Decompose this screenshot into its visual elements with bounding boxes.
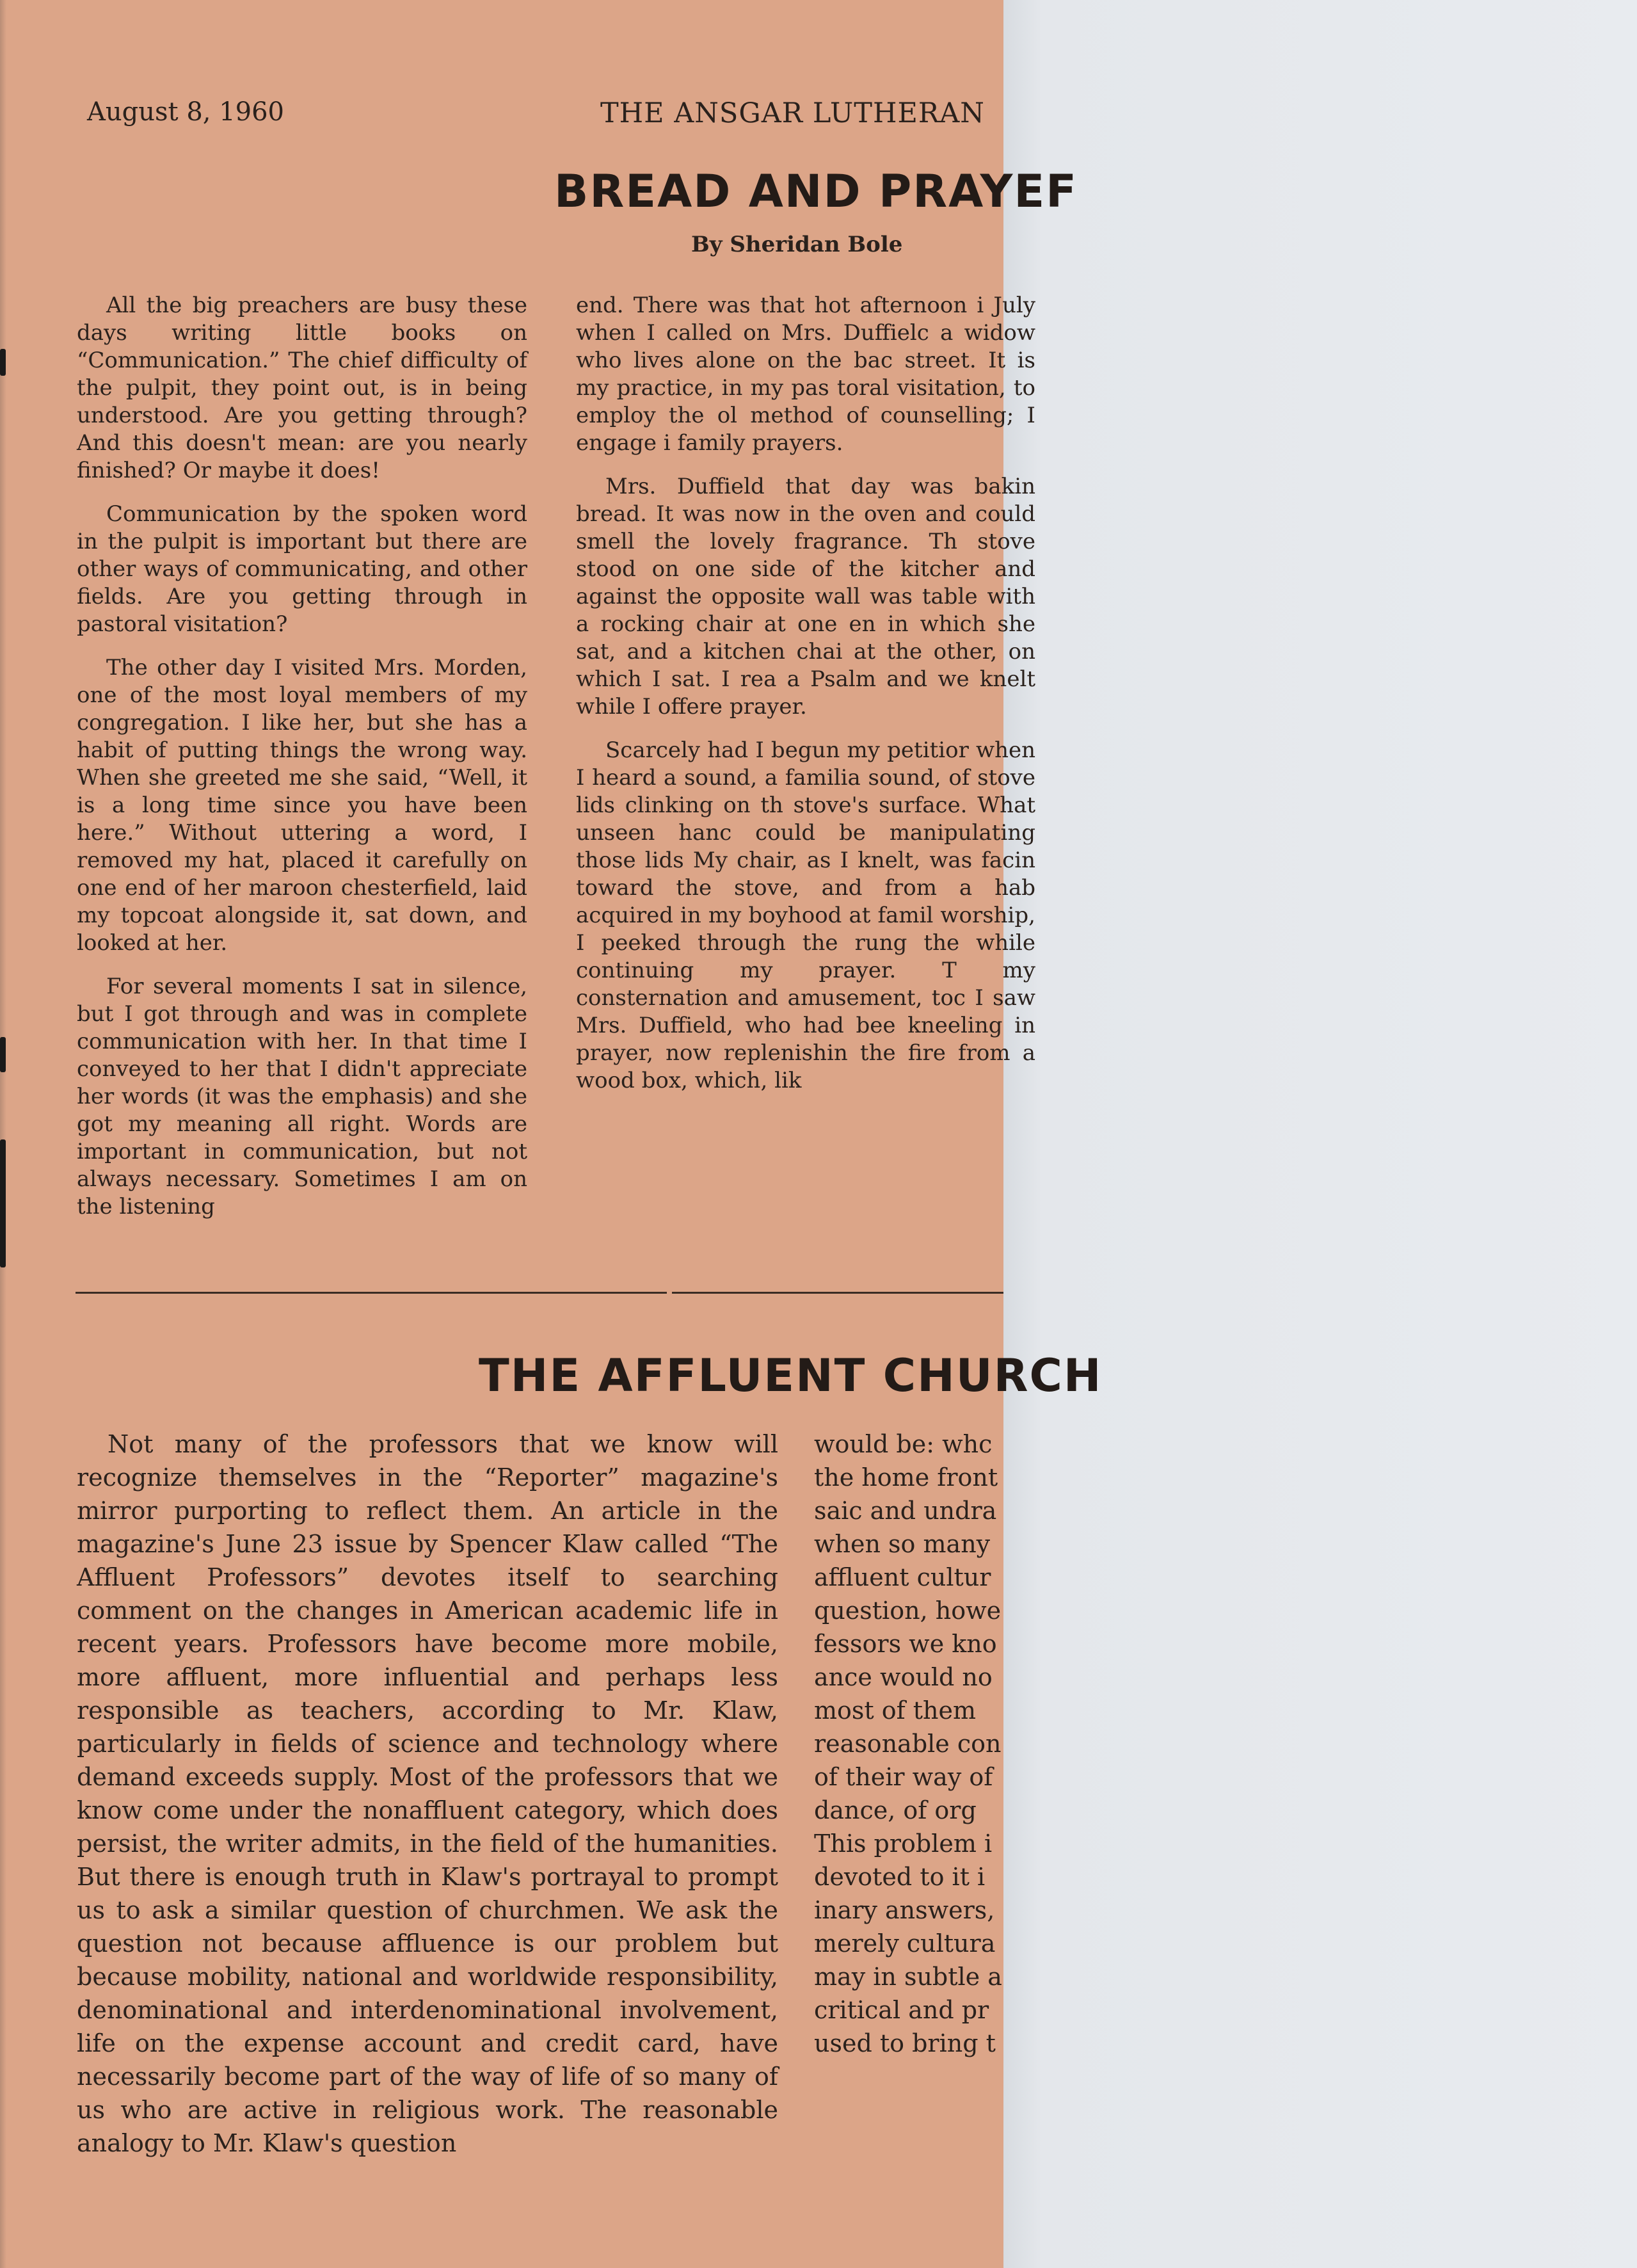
paragraph: Not many of the professors that we know will recognize themselves in the “Reporter” magazine's mirror purporting to reflect them. An article in the magazine's June 23 issue by Spencer Klaw called “The Affluent Professors” devotes itself to searching comment on the changes in American academic life in recent years. Professors have become more mobile, more affluent, more influential and perhaps less responsible as teachers, according to Mr. Klaw, particularly in fields of science and technology where demand exceeds supply. Most of the professors that we know come under the nonaffluent category, which does persist, the writer admits, in the field of the humanities. But there is enough truth in Klaw's portrayal to prompt us to ask a similar question of churchmen. We ask the question not because affluence is our problem but because mobility, national and worldwide responsibility, denominational and interdenominational involvement, life on the expense account and credit card, have necessarily become part of the way of life of so many of us who are active in religious work. The reasonable analogy to Mr. Klaw's question: [77, 1430, 778, 2157]
paragraph: Scarcely had I begun my petitior when I heard a sound, a familia sound, of stove lids clinking on th stove's surface. What unseen hanc could be manipulating those lids My chair, as I knelt, was facin toward the stove, and from a hab acquired in my boyhood at famil worship, I peeked through the rung the while continuing my prayer. T my consternation and amusement, toc I saw Mrs. Duffield, who had bee kneeling in prayer, now replenishin the fire from a wood box, which, lik: [576, 737, 1035, 1093]
article-byline: By Sheridan Bole: [691, 232, 903, 257]
section-divider: [76, 1292, 667, 1294]
issue-date: August 8, 1960: [87, 97, 285, 127]
paragraph: All the big preachers are busy these days writing little books on “Communication.” The chief difficulty of the pulpit, they point out, is in being understood. Are you getting through? And this doesn't mean: are you nearly finished? Or maybe it does!: [77, 293, 527, 483]
article-column: [814, 1428, 1006, 2076]
section-divider: [672, 1292, 1003, 1294]
binding-mark: [0, 349, 6, 376]
paragraph: would be: whc the home front saic and undra when so many affluent cultur question, howe fessors we kno ance would no most of them reasonable con of their way of dance, of org This problem i devoted to it i inary answers, merely cultura may in subtle a critical and pr used to bring t: [814, 1430, 1002, 2057]
article-column: [77, 1428, 778, 2176]
paragraph: The other day I visited Mrs. Morden, one of the most loyal members of my congregation. I like her, but she has a habit of putting things the wrong way. When she greeted me she said, “Well, it is a long time since you have been here.” Without uttering a word, I removed my hat, placed it carefully on one end of her maroon chesterfield, laid my topcoat alongside it, sat down, and looked at her.: [77, 655, 527, 956]
paragraph: Mrs. Duffield that day was bakin bread. It was now in the oven and could smell the lovely fragrance. Th stove stood on one side of the kitcher and against the opposite wall was table with a rocking chair at one en in which she sat, and a kitchen chai at the other, on which I sat. I rea a Psalm and we knelt while I offere prayer.: [576, 474, 1035, 720]
binding-mark: [0, 1037, 6, 1072]
paragraph: Communication by the spoken word in the pulpit is important but there are other ways of communicating, and other fields. Are you getting through in pastoral visitation?: [77, 501, 527, 637]
scanner-background: [1003, 0, 1637, 2268]
binding-mark: [0, 1139, 6, 1267]
paragraph: end. There was that hot afternoon i July when I called on Mrs. Duffielc a widow who lives alone on the bac street. It is my practice, in my pas toral visitation, to employ the ol method of counselling; I engage i family prayers.: [576, 293, 1035, 456]
publication-name: THE ANSGAR LUTHERAN: [600, 97, 985, 129]
article-column: [77, 292, 527, 1237]
article-title: BREAD AND PRAYEF: [554, 165, 1078, 218]
article-title: THE AFFLUENT CHURCH: [479, 1349, 1103, 1402]
paragraph: For several moments I sat in silence, but I got through and was in complete communication with her. In that time I conveyed to her that I didn't appreciate her words (it was the emphasis) and she got my meaning all right. Words are important in communication, but not always necessary. Sometimes I am on the listening: [77, 974, 527, 1219]
article-column: [576, 292, 1035, 1111]
